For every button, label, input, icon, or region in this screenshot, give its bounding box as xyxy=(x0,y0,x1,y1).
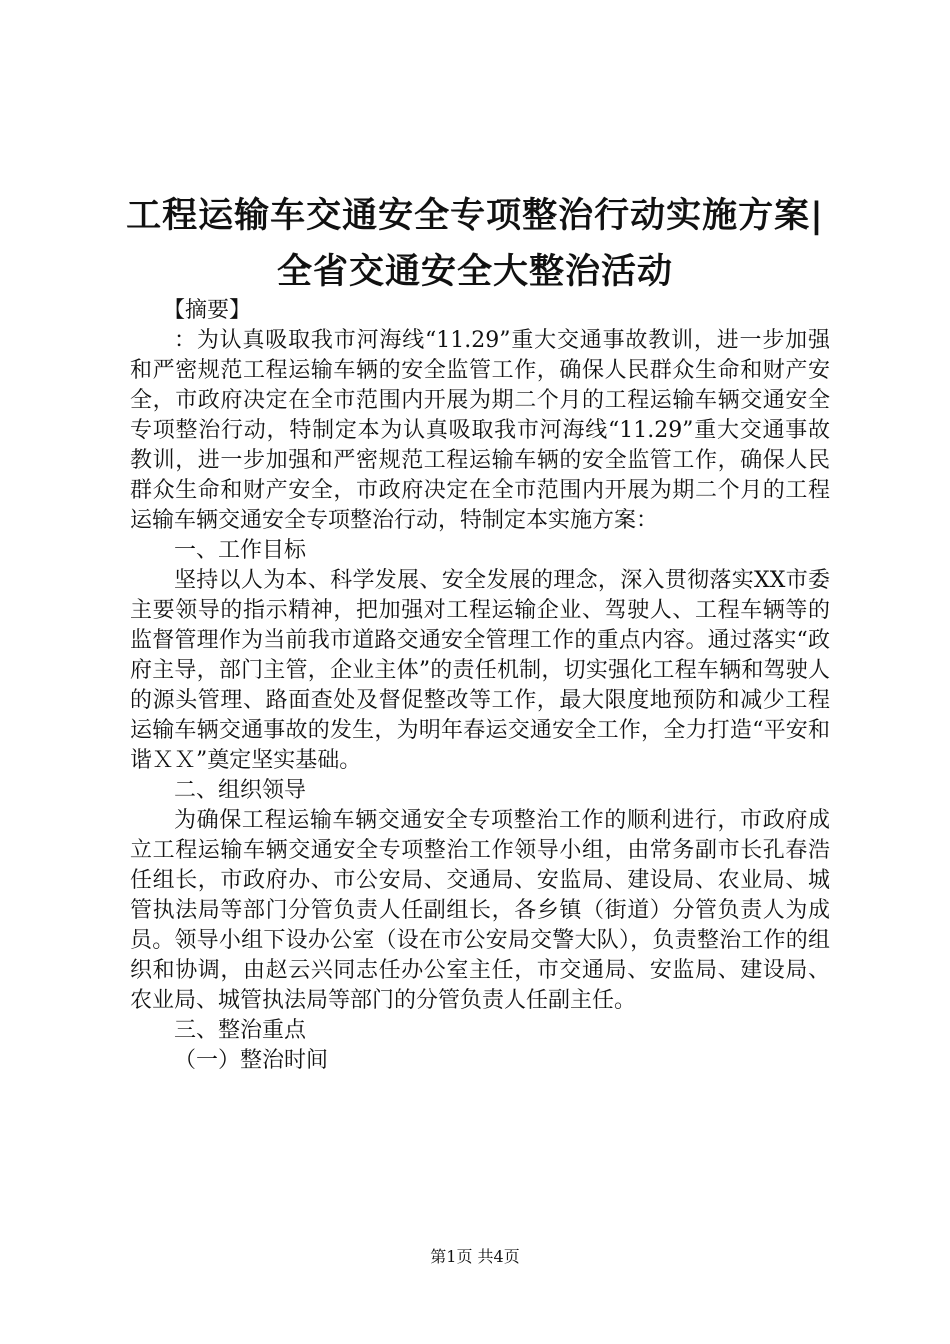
document-title-line-1: 工程运输车交通安全专项整治行动实施方案| xyxy=(126,195,824,236)
document-body xyxy=(130,296,830,1076)
section-heading-organization: 二、组织领导 xyxy=(174,778,307,803)
document-title-line-2: 全省交通安全大整治活动 xyxy=(276,251,673,292)
abstract-label: 【摘要】 xyxy=(163,298,252,323)
section-heading-goals: 一、工作目标 xyxy=(174,538,307,563)
goals-paragraph: 坚持以人为本、科学发展、安全发展的理念，深入贯彻落实XX市委主要领导的指示精神，把加强对工程运输企业、驾驶人、工程车辆等的监督管理作为当前我市道路交通安全管理工作的重点内容。通过落实“政府主导，部门主管，企业主体”的责任机制，切实强化工程车辆和驾驶人的源头管理、路面查处及督促整改等工作，最大限度地预防和减少工程运输车辆交通事故的发生，为明年春运交通安全工作，全力打造“平安和谐ＸＸ”奠定坚实基础。 xyxy=(130,568,830,773)
organization-paragraph: 为确保工程运输车辆交通安全专项整治工作的顺利进行，市政府成立工程运输车辆交通安全专项整治工作领导小组，由常务副市长孔春浩任组长，市政府办、市公安局、交通局、安监局、建设局、农业局、城管执法局等部门分管负责人任副组长，各乡镇（街道）分管负责人为成员。领导小组下设办公室（设在市公安局交警大队），负责整治工作的组织和协调，由赵云兴同志任办公室主任，市交通局、安监局、建设局、农业局、城管执法局等部门的分管负责人任副主任。 xyxy=(130,808,830,1013)
page-number: 第1页 共4页 xyxy=(430,1247,520,1266)
section-heading-focus: 三、整治重点 xyxy=(174,1018,307,1043)
subsection-heading-time: （一）整治时间 xyxy=(174,1048,329,1073)
abstract-paragraph: ：为认真吸取我市河海线“11.29”重大交通事故教训，进一步加强和严密规范工程运输车辆的安全监管工作，确保人民群众生命和财产安全，市政府决定在全市范围内开展为期二个月的工程运输车辆交通安全专项整治行动，特制定本为认真吸取我市河海线“11.29”重大交通事故教训，进一步加强和严密规范工程运输车辆的安全监管工作，确保人民群众生命和财产安全，市政府决定在全市范围内开展为期二个月的工程运输车辆交通安全专项整治行动，特制定本实施方案： xyxy=(130,328,830,533)
